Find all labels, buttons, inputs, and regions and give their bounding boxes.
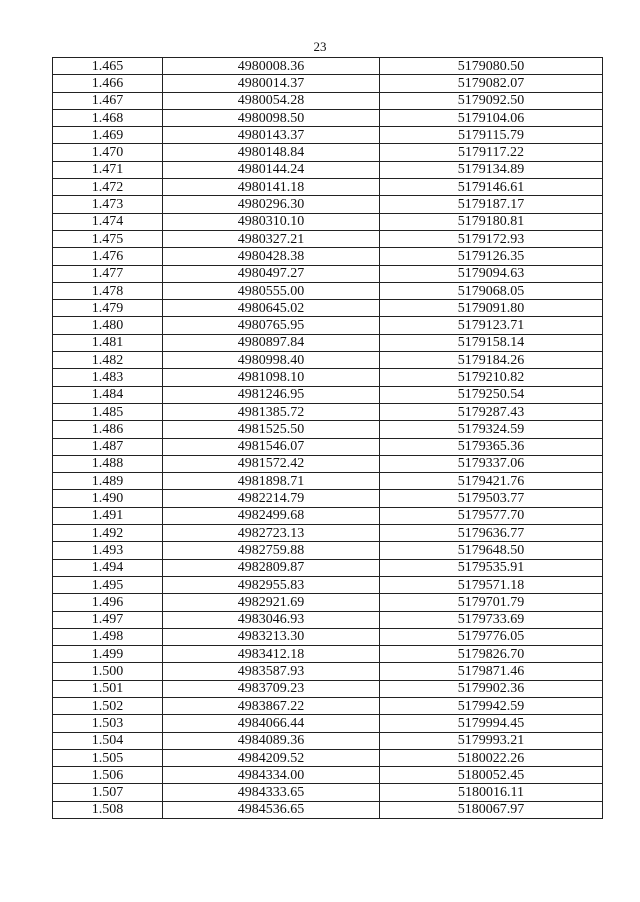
x-coordinate-cell: 4980098.50 [163, 109, 380, 126]
y-coordinate-cell: 5179123.71 [380, 317, 603, 334]
x-coordinate-cell: 4980054.28 [163, 92, 380, 109]
x-coordinate-cell: 4980144.24 [163, 161, 380, 178]
point-number-cell: 1.467 [53, 92, 163, 109]
x-coordinate-cell: 4981572.42 [163, 455, 380, 472]
x-coordinate-cell: 4982955.83 [163, 576, 380, 593]
table-row [53, 611, 603, 628]
table-row [53, 732, 603, 749]
y-coordinate-cell: 5179158.14 [380, 334, 603, 351]
y-coordinate-cell: 5179942.59 [380, 697, 603, 714]
y-coordinate-cell: 5179421.76 [380, 473, 603, 490]
table-row [53, 784, 603, 801]
point-number-cell: 1.490 [53, 490, 163, 507]
point-number-cell: 1.507 [53, 784, 163, 801]
point-number-cell: 1.488 [53, 455, 163, 472]
point-number-cell: 1.480 [53, 317, 163, 334]
point-number-cell: 1.481 [53, 334, 163, 351]
y-coordinate-cell: 5179648.50 [380, 542, 603, 559]
point-number-cell: 1.508 [53, 801, 163, 818]
y-coordinate-cell: 5179776.05 [380, 628, 603, 645]
point-number-cell: 1.493 [53, 542, 163, 559]
x-coordinate-cell: 4980008.36 [163, 58, 380, 75]
y-coordinate-cell: 5179115.79 [380, 127, 603, 144]
table-row [53, 282, 603, 299]
x-coordinate-cell: 4980296.30 [163, 196, 380, 213]
point-number-cell: 1.465 [53, 58, 163, 75]
point-number-cell: 1.502 [53, 697, 163, 714]
table-row [53, 663, 603, 680]
x-coordinate-cell: 4982759.88 [163, 542, 380, 559]
y-coordinate-cell: 5179184.26 [380, 352, 603, 369]
y-coordinate-cell: 5179902.36 [380, 680, 603, 697]
point-number-cell: 1.476 [53, 248, 163, 265]
x-coordinate-cell: 4981098.10 [163, 369, 380, 386]
x-coordinate-cell: 4981525.50 [163, 421, 380, 438]
y-coordinate-cell: 5179080.50 [380, 58, 603, 75]
x-coordinate-cell: 4984333.65 [163, 784, 380, 801]
table-row [53, 58, 603, 75]
table-row [53, 334, 603, 351]
table-row [53, 697, 603, 714]
point-number-cell: 1.496 [53, 594, 163, 611]
table-row [53, 594, 603, 611]
y-coordinate-cell: 5179250.54 [380, 386, 603, 403]
x-coordinate-cell: 4980141.18 [163, 179, 380, 196]
x-coordinate-cell: 4984066.44 [163, 715, 380, 732]
table-row [53, 92, 603, 109]
table-row [53, 403, 603, 420]
point-number-cell: 1.483 [53, 369, 163, 386]
y-coordinate-cell: 5179091.80 [380, 300, 603, 317]
x-coordinate-cell: 4984536.65 [163, 801, 380, 818]
y-coordinate-cell: 5179733.69 [380, 611, 603, 628]
table-row [53, 179, 603, 196]
y-coordinate-cell: 5179210.82 [380, 369, 603, 386]
point-number-cell: 1.505 [53, 749, 163, 766]
y-coordinate-cell: 5179287.43 [380, 403, 603, 420]
x-coordinate-cell: 4981546.07 [163, 438, 380, 455]
y-coordinate-cell: 5179094.63 [380, 265, 603, 282]
point-number-cell: 1.504 [53, 732, 163, 749]
y-coordinate-cell: 5179636.77 [380, 525, 603, 542]
point-number-cell: 1.501 [53, 680, 163, 697]
coordinates-table [52, 57, 603, 819]
point-number-cell: 1.498 [53, 628, 163, 645]
table-row [53, 801, 603, 818]
x-coordinate-cell: 4980645.02 [163, 300, 380, 317]
x-coordinate-cell: 4983046.93 [163, 611, 380, 628]
x-coordinate-cell: 4984089.36 [163, 732, 380, 749]
x-coordinate-cell: 4983709.23 [163, 680, 380, 697]
table-row [53, 109, 603, 126]
point-number-cell: 1.500 [53, 663, 163, 680]
x-coordinate-cell: 4980555.00 [163, 282, 380, 299]
x-coordinate-cell: 4982214.79 [163, 490, 380, 507]
point-number-cell: 1.503 [53, 715, 163, 732]
x-coordinate-cell: 4980428.38 [163, 248, 380, 265]
table-row [53, 455, 603, 472]
point-number-cell: 1.486 [53, 421, 163, 438]
y-coordinate-cell: 5179993.21 [380, 732, 603, 749]
y-coordinate-cell: 5179180.81 [380, 213, 603, 230]
table-row [53, 438, 603, 455]
point-number-cell: 1.497 [53, 611, 163, 628]
x-coordinate-cell: 4980143.37 [163, 127, 380, 144]
x-coordinate-cell: 4982723.13 [163, 525, 380, 542]
table-row [53, 386, 603, 403]
x-coordinate-cell: 4982809.87 [163, 559, 380, 576]
x-coordinate-cell: 4983867.22 [163, 697, 380, 714]
point-number-cell: 1.475 [53, 230, 163, 247]
table-row [53, 248, 603, 265]
x-coordinate-cell: 4980998.40 [163, 352, 380, 369]
y-coordinate-cell: 5179535.91 [380, 559, 603, 576]
point-number-cell: 1.506 [53, 767, 163, 784]
table-row [53, 352, 603, 369]
y-coordinate-cell: 5180067.97 [380, 801, 603, 818]
point-number-cell: 1.487 [53, 438, 163, 455]
y-coordinate-cell: 5179146.61 [380, 179, 603, 196]
y-coordinate-cell: 5180052.45 [380, 767, 603, 784]
point-number-cell: 1.473 [53, 196, 163, 213]
table-row [53, 300, 603, 317]
x-coordinate-cell: 4981246.95 [163, 386, 380, 403]
y-coordinate-cell: 5179577.70 [380, 507, 603, 524]
table-body [53, 58, 603, 819]
y-coordinate-cell: 5179871.46 [380, 663, 603, 680]
table-row [53, 230, 603, 247]
y-coordinate-cell: 5179187.17 [380, 196, 603, 213]
point-number-cell: 1.470 [53, 144, 163, 161]
y-coordinate-cell: 5179365.36 [380, 438, 603, 455]
table-row [53, 525, 603, 542]
x-coordinate-cell: 4981898.71 [163, 473, 380, 490]
x-coordinate-cell: 4980310.10 [163, 213, 380, 230]
table-row [53, 421, 603, 438]
point-number-cell: 1.466 [53, 75, 163, 92]
table-row [53, 749, 603, 766]
table-row [53, 715, 603, 732]
point-number-cell: 1.478 [53, 282, 163, 299]
point-number-cell: 1.499 [53, 646, 163, 663]
table-row [53, 473, 603, 490]
table-row [53, 628, 603, 645]
y-coordinate-cell: 5179826.70 [380, 646, 603, 663]
x-coordinate-cell: 4980497.27 [163, 265, 380, 282]
table-row [53, 317, 603, 334]
point-number-cell: 1.489 [53, 473, 163, 490]
table-row [53, 75, 603, 92]
x-coordinate-cell: 4982499.68 [163, 507, 380, 524]
x-coordinate-cell: 4983587.93 [163, 663, 380, 680]
x-coordinate-cell: 4980765.95 [163, 317, 380, 334]
x-coordinate-cell: 4984209.52 [163, 749, 380, 766]
point-number-cell: 1.479 [53, 300, 163, 317]
x-coordinate-cell: 4983412.18 [163, 646, 380, 663]
y-coordinate-cell: 5179134.89 [380, 161, 603, 178]
point-number-cell: 1.485 [53, 403, 163, 420]
y-coordinate-cell: 5179068.05 [380, 282, 603, 299]
table-row [53, 542, 603, 559]
point-number-cell: 1.484 [53, 386, 163, 403]
y-coordinate-cell: 5179092.50 [380, 92, 603, 109]
page-number: 23 [313, 39, 327, 54]
point-number-cell: 1.495 [53, 576, 163, 593]
table-row [53, 490, 603, 507]
y-coordinate-cell: 5180022.26 [380, 749, 603, 766]
x-coordinate-cell: 4980148.84 [163, 144, 380, 161]
x-coordinate-cell: 4984334.00 [163, 767, 380, 784]
table-row [53, 265, 603, 282]
point-number-cell: 1.492 [53, 525, 163, 542]
y-coordinate-cell: 5179172.93 [380, 230, 603, 247]
table-row [53, 646, 603, 663]
x-coordinate-cell: 4981385.72 [163, 403, 380, 420]
point-number-cell: 1.472 [53, 179, 163, 196]
x-coordinate-cell: 4983213.30 [163, 628, 380, 645]
table-row [53, 213, 603, 230]
table-row [53, 507, 603, 524]
point-number-cell: 1.491 [53, 507, 163, 524]
point-number-cell: 1.469 [53, 127, 163, 144]
point-number-cell: 1.471 [53, 161, 163, 178]
table-row [53, 144, 603, 161]
table-row [53, 767, 603, 784]
y-coordinate-cell: 5179324.59 [380, 421, 603, 438]
point-number-cell: 1.468 [53, 109, 163, 126]
y-coordinate-cell: 5179337.06 [380, 455, 603, 472]
point-number-cell: 1.477 [53, 265, 163, 282]
point-number-cell: 1.474 [53, 213, 163, 230]
point-number-cell: 1.482 [53, 352, 163, 369]
table-row [53, 559, 603, 576]
y-coordinate-cell: 5179082.07 [380, 75, 603, 92]
table-row [53, 161, 603, 178]
point-number-cell: 1.494 [53, 559, 163, 576]
y-coordinate-cell: 5180016.11 [380, 784, 603, 801]
y-coordinate-cell: 5179503.77 [380, 490, 603, 507]
x-coordinate-cell: 4980897.84 [163, 334, 380, 351]
table-row [53, 196, 603, 213]
y-coordinate-cell: 5179104.06 [380, 109, 603, 126]
y-coordinate-cell: 5179117.22 [380, 144, 603, 161]
y-coordinate-cell: 5179994.45 [380, 715, 603, 732]
y-coordinate-cell: 5179571.18 [380, 576, 603, 593]
table-row [53, 680, 603, 697]
table-row [53, 369, 603, 386]
y-coordinate-cell: 5179701.79 [380, 594, 603, 611]
x-coordinate-cell: 4980327.21 [163, 230, 380, 247]
x-coordinate-cell: 4982921.69 [163, 594, 380, 611]
table-row [53, 576, 603, 593]
table-row [53, 127, 603, 144]
y-coordinate-cell: 5179126.35 [380, 248, 603, 265]
x-coordinate-cell: 4980014.37 [163, 75, 380, 92]
